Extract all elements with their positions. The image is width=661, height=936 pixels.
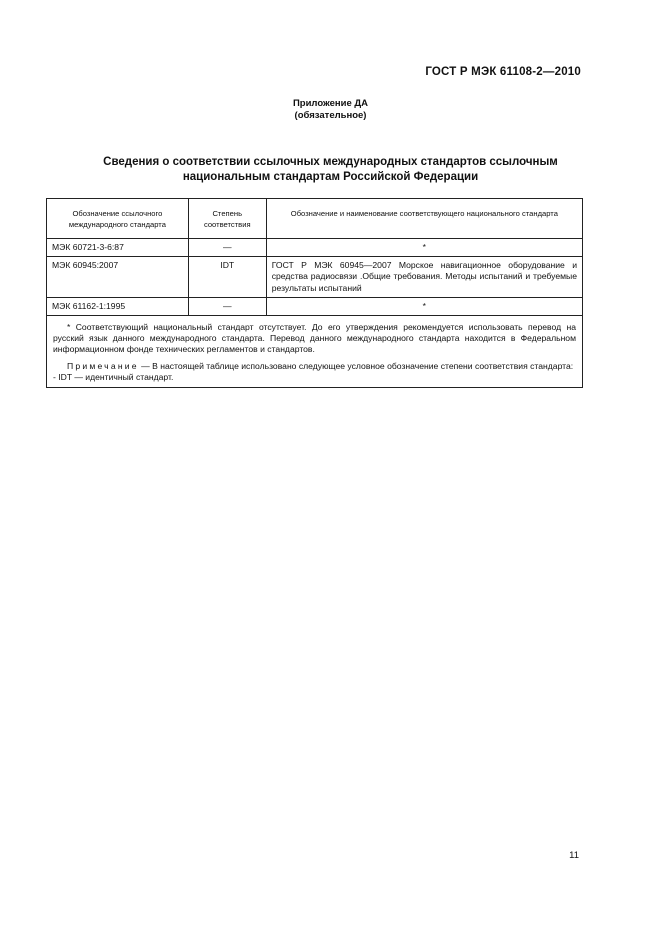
- standard-code: ГОСТ Р МЭК 61108-2—2010: [425, 66, 581, 78]
- cell-degree: —: [188, 239, 266, 257]
- table-row: [47, 297, 583, 315]
- note-text: — В настоящей таблице использовано следующее условное обозначение степени соответствия стандарта:: [138, 360, 574, 371]
- table-header-row: [47, 199, 583, 239]
- section-title-line-1: Сведения о соответствии ссылочных международных стандартов ссылочным: [103, 156, 558, 168]
- cell-intl: МЭК 60945:2007: [47, 257, 189, 298]
- cell-degree: —: [188, 297, 266, 315]
- section-title-line-2: национальным стандартам Российской Федерации: [182, 170, 479, 183]
- correspondence-table: [46, 198, 583, 388]
- page-number: 11: [569, 850, 579, 861]
- note-label: Примечание: [67, 360, 139, 371]
- annex-status: (обязательное): [294, 110, 367, 121]
- table-row: [47, 257, 583, 298]
- cell-intl: МЭК 60721-3-6:87: [47, 239, 189, 257]
- note-item: - IDT — идентичный стандарт.: [53, 371, 174, 382]
- header-degree: Степень соответствия: [188, 199, 266, 239]
- table-notes: [47, 316, 583, 388]
- annex-heading: [0, 98, 661, 122]
- cell-national: *: [266, 297, 582, 315]
- footnote: * Соответствующий национальный стандарт отсутствует. До его утверждения рекомендуется использовать перевод на русский язык данного международного стандарта. Перевод данного международного стандарта находится в Федеральном информационном фонде технических регламентов и стандартов.: [53, 322, 576, 355]
- cell-national: ГОСТ Р МЭК 60945—2007 Морское навигационное оборудование и средства радиосвязи .Общие требования. Методы испытаний и требуемые результаты испытаний: [266, 257, 582, 298]
- table-notes-row: [47, 316, 583, 388]
- cell-national: *: [266, 239, 582, 257]
- header-intl-standard: Обозначение ссылочного международного стандарта: [47, 199, 189, 239]
- table-row: [47, 239, 583, 257]
- note: [53, 361, 576, 372]
- section-title: [0, 155, 661, 184]
- cell-degree: IDT: [188, 257, 266, 298]
- cell-intl: МЭК 61162-1:1995: [47, 297, 189, 315]
- header-national-standard: Обозначение и наименование соответствующего национального стандарта: [266, 199, 582, 239]
- annex-title: Приложение ДА: [292, 98, 369, 109]
